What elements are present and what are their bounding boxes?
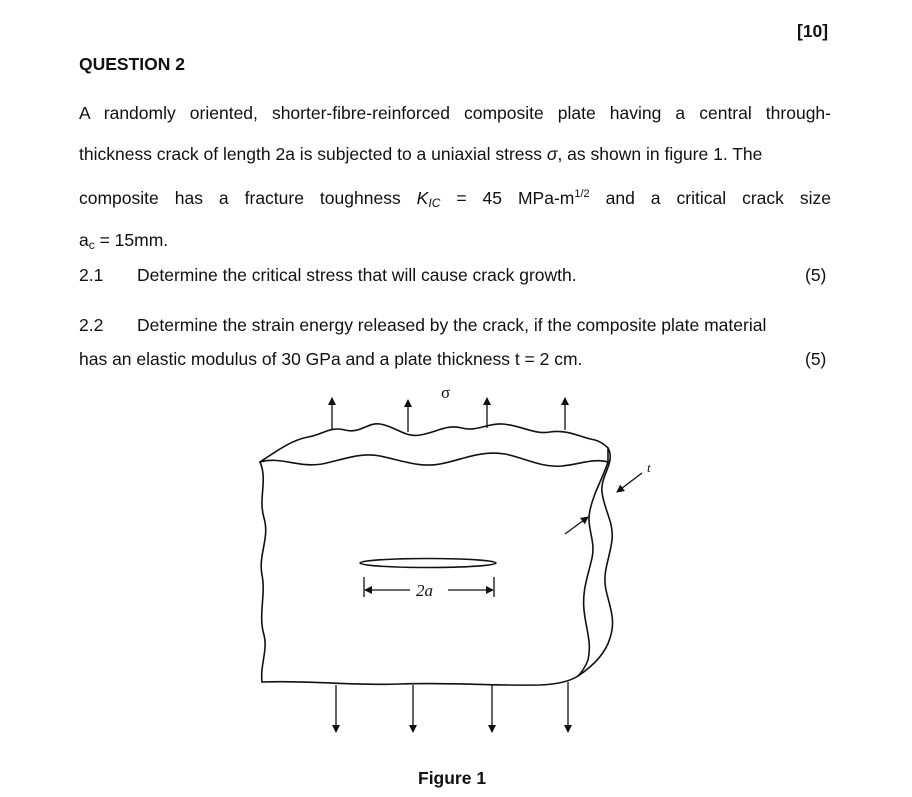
plate-right-edge — [578, 462, 608, 676]
paragraph-line-1: A randomly oriented, shorter-fibre-reinforced composite plate having a central through- — [79, 103, 831, 123]
plate-left-edge — [260, 462, 266, 682]
plate-top-face — [260, 424, 608, 462]
thickness-arrow-top — [617, 473, 642, 492]
marks-total: [10] — [797, 21, 829, 41]
figure-1-diagram — [250, 380, 670, 790]
paragraph-line-4: $a_c = 15mm$. — [79, 230, 169, 252]
sigma-symbol: σ — [546, 144, 558, 164]
thickness-label: t — [647, 460, 651, 475]
q21-text: Determine the critical stress that will cause crack growth. — [137, 265, 577, 285]
crack-length-label: 2a — [416, 581, 433, 600]
q21-number: 2.1 — [79, 265, 104, 285]
sigma-label: σ — [441, 383, 451, 402]
q22-marks: (5) — [805, 349, 827, 369]
plate-top-front-edge — [260, 448, 608, 466]
thickness-arrow-bottom — [565, 517, 588, 534]
question-title: QUESTION 2 — [79, 54, 185, 74]
q22-text-line-1: Determine the strain energy released by the crack, if the composite plate material — [137, 315, 767, 335]
paragraph-line-2: thickness crack of length 2a is subjected to a uniaxial stress σ, as shown in figure 1. The — [79, 144, 763, 164]
crack — [360, 559, 496, 568]
plate-thickness-edge — [578, 448, 613, 676]
paragraph-line-3: composite has a fracture toughness $K_{IC} = 45$ MPa-$m^{1/2}$ and a critical crack size — [79, 188, 831, 210]
figure-caption: Figure 1 — [418, 768, 487, 788]
q21-marks: (5) — [805, 265, 827, 285]
q22-number: 2.2 — [79, 315, 104, 335]
plate-bottom-edge — [262, 676, 578, 685]
q22-text-line-2: has an elastic modulus of 30 GPa and a plate thickness t = 2 cm. — [79, 349, 583, 369]
